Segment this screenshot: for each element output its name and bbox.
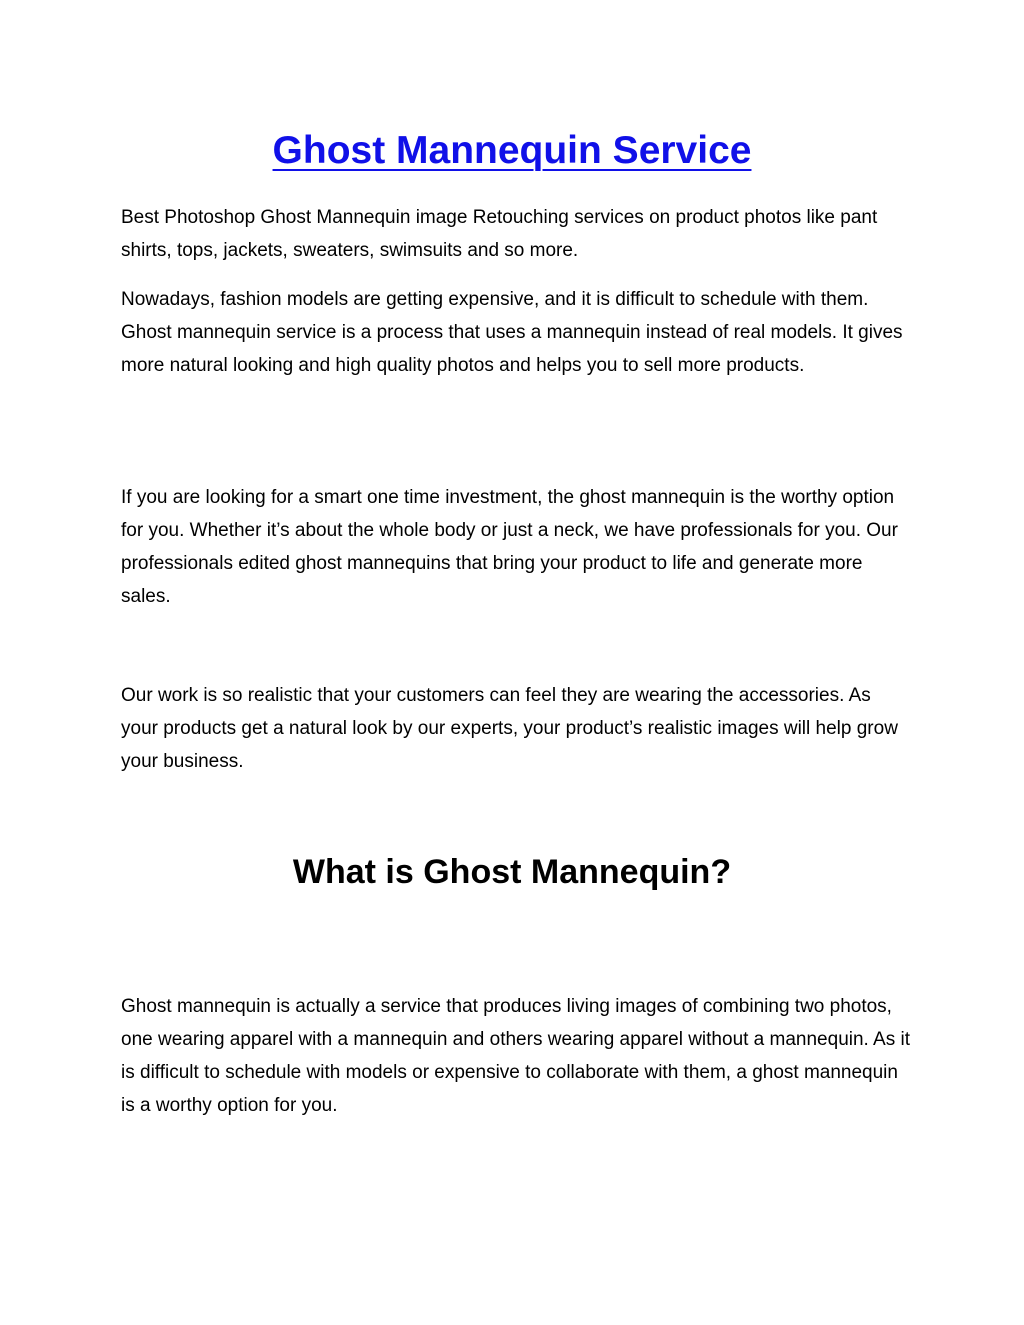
paragraph-investment: If you are looking for a smart one time investment, the ghost mannequin is the worthy option for you. Whether it’s about the whole body or just a neck, we have professionals for you. Our professionals edited ghost mannequins that bring your product to life and generate more sales. — [121, 487, 898, 607]
title-link[interactable]: Ghost Mannequin Service — [272, 129, 752, 172]
paragraph-models: Nowadays, fashion models are getting expensive, and it is difficult to schedule with them. Ghost mannequin service is a process that uses a mannequin instead of real models. It gives more natural looking and high quality photos and helps you to sell more products. — [121, 289, 903, 376]
page-title — [0, 124, 1024, 178]
intro-paragraph: Best Photoshop Ghost Mannequin image Retouching services on product photos like pant shirts, tops, jackets, sweaters, swimsuits and so more. — [121, 207, 878, 261]
section-paragraph: Ghost mannequin is actually a service that produces living images of combining two photos, one wearing apparel with a mannequin and others wearing apparel without a mannequin. As it is difficult to schedule with models or expensive to collaborate with them, a ghost mannequin is a worthy option for you. — [121, 996, 911, 1116]
section-heading: What is Ghost Mannequin? — [292, 853, 732, 891]
paragraph-realistic: Our work is so realistic that your customers can feel they are wearing the accessories. As your products get a natural look by our experts, your product’s realistic images will help grow your business. — [121, 685, 898, 772]
